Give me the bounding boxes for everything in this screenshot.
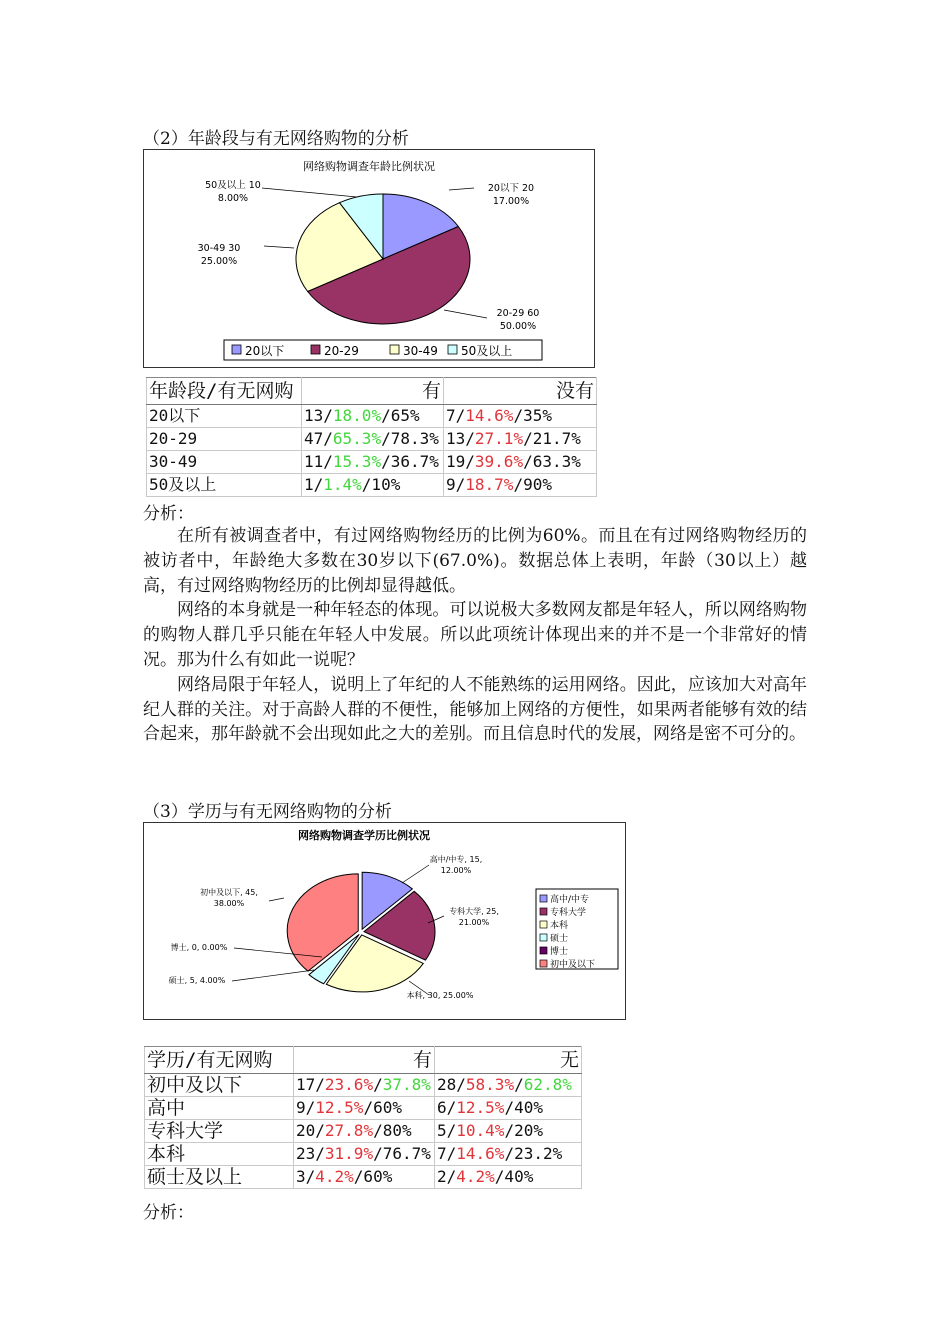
table-cell: 19/39.6%/63.3% <box>444 451 597 474</box>
legend-swatch <box>540 908 547 915</box>
table-row <box>147 405 597 428</box>
data-label: 本科, 30, 25.00% <box>406 991 474 1000</box>
section2-analysis-label: 分析： <box>143 504 194 524</box>
leader-line <box>449 188 474 190</box>
table-cell: 7/14.6%/23.2% <box>435 1143 582 1166</box>
leader-line <box>264 246 294 248</box>
data-label: 50及以上 10 <box>205 180 261 191</box>
leader-line <box>402 865 429 883</box>
legend-label: 20-29 <box>324 344 359 358</box>
table-row <box>145 1166 582 1189</box>
age-table-header-no: 没有 <box>444 378 597 405</box>
table-cell: 30-49 <box>147 451 302 474</box>
leader-line <box>232 970 314 981</box>
age-chart-title: 网络购物调查年龄比例状况 <box>303 160 435 173</box>
paragraph: 在所有被调查者中，有过网络购物经历的比例为60%。而且在有过网络购物经历的被访者中，年龄绝大多数在30岁以下(67.0%)。数据总体上表明，年龄（30以上）越高，有过网络购物经历的比例却显得越低。 <box>143 526 807 596</box>
data-label: 初中及以下, 45, <box>200 888 258 897</box>
age-table-header-yes: 有 <box>302 378 444 405</box>
table-cell: 6/12.5%/40% <box>435 1097 582 1120</box>
table-cell: 高中 <box>145 1097 294 1120</box>
legend-label: 专科大学 <box>550 908 587 918</box>
table-cell: 专科大学 <box>145 1120 294 1143</box>
legend-swatch <box>540 960 547 967</box>
data-label: 21.00% <box>458 918 490 927</box>
table-cell: 7/14.6%/35% <box>444 405 597 428</box>
table-cell: 28/58.3%/62.8% <box>435 1074 582 1097</box>
section2-analysis-text <box>143 524 807 747</box>
data-label: 50.00% <box>499 321 537 332</box>
legend-swatch <box>448 345 457 354</box>
table-cell: 17/23.6%/37.8% <box>294 1074 435 1097</box>
data-label: 25.00% <box>200 256 238 267</box>
paragraph: 网络局限于年轻人，说明上了年纪的人不能熟练的运用网络。因此，应该加大对高年纪人群的关注。对于高龄人群的不便性，能够加上网络的方便性，如果两者能够有效的结合起来，那年龄就不会出现如此之大的差别。而且信息时代的发展，网络是密不可分的。 <box>143 674 807 745</box>
data-label: 8.00% <box>217 193 249 204</box>
table-cell: 9/18.7%/90% <box>444 474 597 497</box>
table-row <box>145 1097 582 1120</box>
section3-analysis-label: 分析： <box>143 1203 194 1223</box>
data-label: 专科大学, 25, <box>449 907 499 916</box>
table-cell: 20-29 <box>147 428 302 451</box>
data-label: 12.00% <box>440 866 472 875</box>
table-cell: 2/4.2%/40% <box>435 1166 582 1189</box>
legend-swatch <box>540 921 547 928</box>
legend-label: 高中/中专 <box>550 895 590 905</box>
education-table-header-label: 学历/有无网购 <box>145 1047 294 1074</box>
legend-swatch <box>540 895 547 902</box>
legend-swatch <box>540 947 547 954</box>
table-row <box>147 451 597 474</box>
data-label: 20以下 20 <box>487 183 535 194</box>
table-cell: 本科 <box>145 1143 294 1166</box>
education-table-header-no: 无 <box>435 1047 582 1074</box>
table-cell: 13/27.1%/21.7% <box>444 428 597 451</box>
legend-label: 硕士 <box>550 934 569 944</box>
section2-heading: （2）年龄段与有无网络购物的分析 <box>143 129 409 149</box>
paragraph: 网络的本身就是一种年轻态的体现。可以说极大多数网友都是年轻人，所以网络购物的购物人群几乎只能在年轻人中发展。所以此项统计体现出来的并不是一个非常好的情况。那为什么有如此一说呢？ <box>143 600 807 670</box>
table-cell: 11/15.3%/36.7% <box>302 451 444 474</box>
table-row <box>147 474 597 497</box>
table-cell: 9/12.5%/60% <box>294 1097 435 1120</box>
section3-heading: （3）学历与有无网络购物的分析 <box>143 802 392 822</box>
table-row <box>145 1143 582 1166</box>
data-label: 17.00% <box>492 196 530 207</box>
table-cell: 1/1.4%/10% <box>302 474 444 497</box>
legend-label: 博士 <box>550 947 569 957</box>
data-label: 30-49 30 <box>197 243 241 254</box>
legend-swatch <box>232 345 241 354</box>
age-table <box>146 377 597 497</box>
table-cell: 47/65.3%/78.3% <box>302 428 444 451</box>
education-table <box>144 1046 582 1189</box>
age-pie-chart <box>143 149 595 368</box>
age-pie-svg <box>144 150 594 367</box>
legend-swatch <box>540 934 547 941</box>
education-pie-svg <box>144 823 625 1019</box>
table-cell: 13/18.0%/65% <box>302 405 444 428</box>
table-cell: 3/4.2%/60% <box>294 1166 435 1189</box>
education-pie-chart <box>143 822 626 1020</box>
legend-swatch <box>311 345 320 354</box>
table-cell: 5/10.4%/20% <box>435 1120 582 1143</box>
table-row <box>147 428 597 451</box>
data-label: 硕士, 5, 4.00% <box>168 976 226 985</box>
leader-line <box>269 898 284 901</box>
leader-line <box>444 310 487 318</box>
age-table-header-label: 年龄段/有无网购 <box>147 378 302 405</box>
legend-label: 20以下 <box>245 344 285 358</box>
table-row <box>145 1074 582 1097</box>
data-label: 20-29 60 <box>496 308 540 319</box>
data-label: 博士, 0, 0.00% <box>170 943 228 952</box>
legend-label: 本科 <box>550 921 569 931</box>
education-table-header-yes: 有 <box>294 1047 435 1074</box>
leader-line <box>262 188 357 197</box>
table-cell: 20/27.8%/80% <box>294 1120 435 1143</box>
legend-label: 30-49 <box>403 344 438 358</box>
table-cell: 初中及以下 <box>145 1074 294 1097</box>
data-label: 38.00% <box>213 899 245 908</box>
data-label: 高中/中专, 15, <box>429 855 483 864</box>
table-cell: 23/31.9%/76.7% <box>294 1143 435 1166</box>
legend-swatch <box>390 345 399 354</box>
table-cell: 硕士及以上 <box>145 1166 294 1189</box>
table-row <box>145 1120 582 1143</box>
table-cell: 50及以上 <box>147 474 302 497</box>
education-chart-title: 网络购物调查学历比例状况 <box>298 829 430 842</box>
table-cell: 20以下 <box>147 405 302 428</box>
legend-label: 50及以上 <box>461 344 513 358</box>
legend-label: 初中及以下 <box>550 960 596 970</box>
